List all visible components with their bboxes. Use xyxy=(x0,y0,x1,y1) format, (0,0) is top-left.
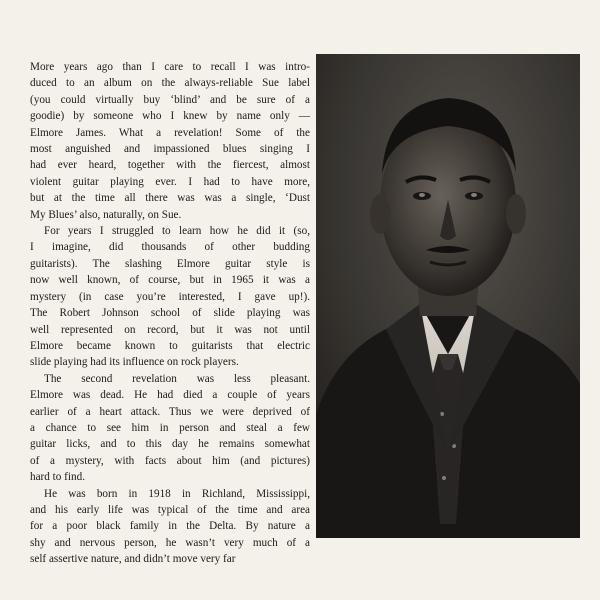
text-line: guitarists). The slashing Elmore guitar style is xyxy=(30,257,310,270)
text-line: and his early life was typical of the time and area xyxy=(30,503,310,516)
text-line: now well known, of course, but in 1965 it was a xyxy=(30,274,310,287)
text-line: slide playing had its influence on rock players. xyxy=(30,356,239,369)
text-line: most anguished and impassioned blues singing I xyxy=(30,143,310,156)
portrait-photo xyxy=(316,54,580,538)
text-line: of a mystery, with facts about him (and pictures) xyxy=(30,454,310,467)
text-line: but at the time all there was was a single, ‘Dust xyxy=(30,192,310,205)
text-line: More years ago than I care to recall I was intro- xyxy=(30,61,310,73)
text-line: had ever heard, together with the fiercest, almost xyxy=(30,159,310,172)
text-line: goodie) by someone who I knew by name only — xyxy=(30,110,310,123)
article-paragraph xyxy=(30,371,310,486)
text-line: well represented on record, but it was not until xyxy=(30,323,310,336)
text-line: Elmore James. What a revelation! Some of the xyxy=(30,126,310,139)
text-line: Elmore was dead. He had died a couple of years xyxy=(30,389,310,402)
text-line: a chance to see him in person and steal a few xyxy=(30,421,310,434)
text-line: self assertive nature, and didn’t move very far xyxy=(30,553,236,566)
text-line: He was born in 1918 in Richland, Mississippi, xyxy=(44,487,310,500)
text-line: My Blues’ also, naturally, on Sue. xyxy=(30,208,182,221)
text-line: I imagine, did thousands of other budding xyxy=(30,241,310,254)
text-line: guitar licks, and to this day he remains somewhat xyxy=(30,438,310,451)
text-line: violent guitar playing ever. I had to have more, xyxy=(30,175,310,188)
text-line: The Robert Johnson school of slide playing was xyxy=(30,307,310,320)
article-paragraph xyxy=(30,486,310,568)
text-line: earlier of a heart attack. Thus we were deprived of xyxy=(30,405,310,418)
text-line: for a poor black family in the Delta. By nature a xyxy=(30,520,310,533)
text-line: shy and nervous person, he wasn’t very much of a xyxy=(30,536,310,549)
portrait-image xyxy=(316,54,580,538)
text-line: For years I struggled to learn how he did it (so, xyxy=(44,225,310,238)
article-text xyxy=(30,59,310,568)
text-line: Elmore became known to guitarists that electric xyxy=(30,339,310,352)
text-line: hard to find. xyxy=(30,471,85,484)
text-line: The second revelation was less pleasant. xyxy=(44,372,310,385)
text-line: duced to an album on the always-reliable Sue label xyxy=(30,77,310,90)
article-paragraph xyxy=(30,223,310,371)
article-paragraph xyxy=(30,59,310,223)
text-line: (you could virtually buy ‘blind’ and be sure of a xyxy=(30,93,310,106)
text-line: mystery (in case you’re interested, I gave up!). xyxy=(30,290,310,303)
